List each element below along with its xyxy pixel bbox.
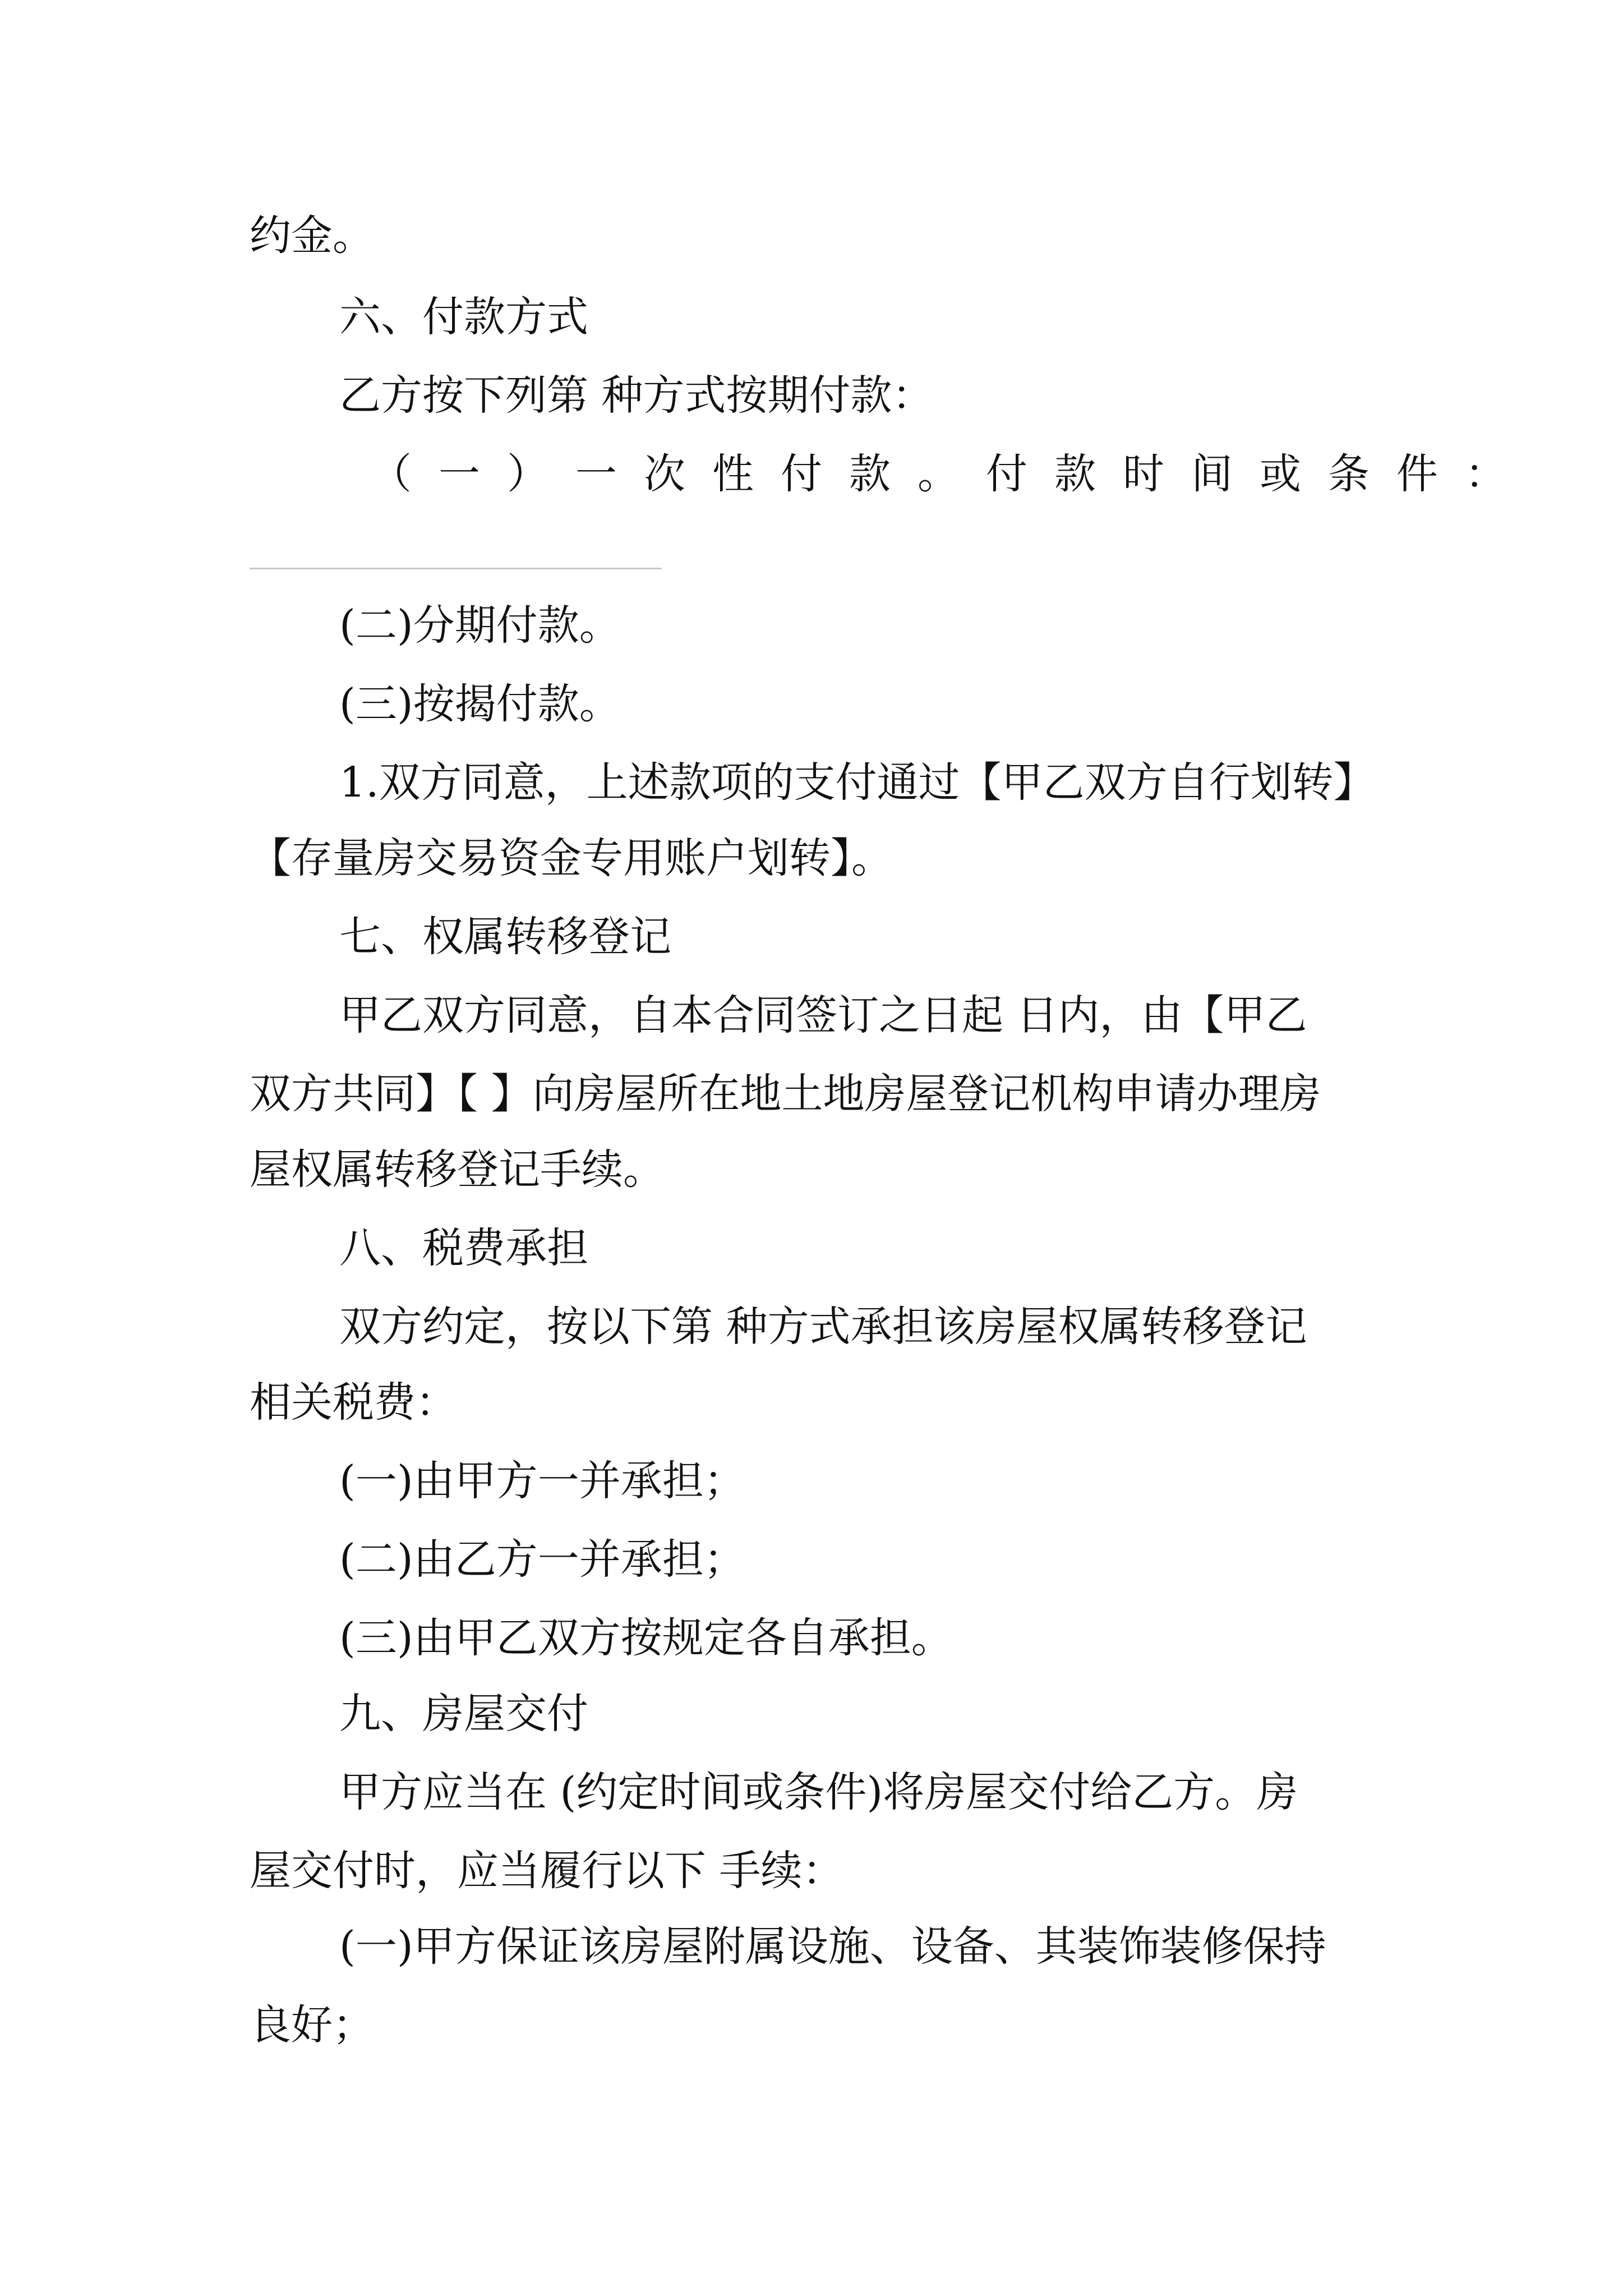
text-line-lump-sum-payment: （一）一次性付款。付款时间或条件： — [370, 450, 1533, 498]
blank-fill-line — [250, 568, 662, 569]
text-line-title-transfer-2: 双方共同】【 】向房屋所在地土地房屋登记机构申请办理房 — [250, 1070, 1321, 1118]
text-line-delivery-2: 屋交付时，应当履行以下 手续： — [250, 1847, 844, 1895]
text-line-escrow-account: 【存量房交易资金专用账户划转】。 — [250, 834, 893, 882]
section-heading-payment-method: 六、付款方式 — [339, 293, 588, 341]
text-line-tax-option-1: (一)由甲方一并承担； — [339, 1457, 745, 1505]
text-line-mortgage-payment: (三)按揭付款。 — [339, 680, 621, 728]
text-line-title-transfer-1: 甲乙双方同意，自本合同签订之日起 日内，由【甲乙 — [339, 991, 1307, 1039]
text-line-contract-penalty: 约金。 — [250, 211, 374, 260]
text-line-tax-option-3: (三)由甲乙双方按规定各自承担。 — [339, 1614, 953, 1662]
text-line-delivery-condition-2: 良好； — [250, 2001, 374, 2049]
text-line-delivery-condition-1: (一)甲方保证该房屋附属设施、设备、其装饰装修保持 — [339, 1922, 1326, 1971]
text-line-installment-payment: (二)分期付款。 — [339, 601, 621, 650]
text-line-tax-agreement-1: 双方约定，按以下第 种方式承担该房屋权属转移登记 — [339, 1303, 1307, 1351]
text-line-delivery-1: 甲方应当在 (约定时间或条件)将房屋交付给乙方。房 — [339, 1768, 1298, 1816]
text-line-payment-choice: 乙方按下列第 种方式按期付款： — [339, 371, 934, 420]
section-heading-house-delivery: 九、房屋交付 — [339, 1690, 588, 1738]
text-line-tax-option-2: (二)由乙方一并承担； — [339, 1535, 745, 1584]
text-line-title-transfer-3: 屋权属转移登记手续。 — [250, 1145, 665, 1194]
text-line-payment-channel: 1.双方同意，上述款项的支付通过【甲乙双方自行划转】 — [339, 758, 1375, 807]
section-heading-title-transfer: 七、权属转移登记 — [339, 913, 671, 961]
text-line-tax-agreement-2: 相关税费： — [250, 1378, 457, 1427]
section-heading-taxes-fees: 八、税费承担 — [339, 1224, 588, 1272]
